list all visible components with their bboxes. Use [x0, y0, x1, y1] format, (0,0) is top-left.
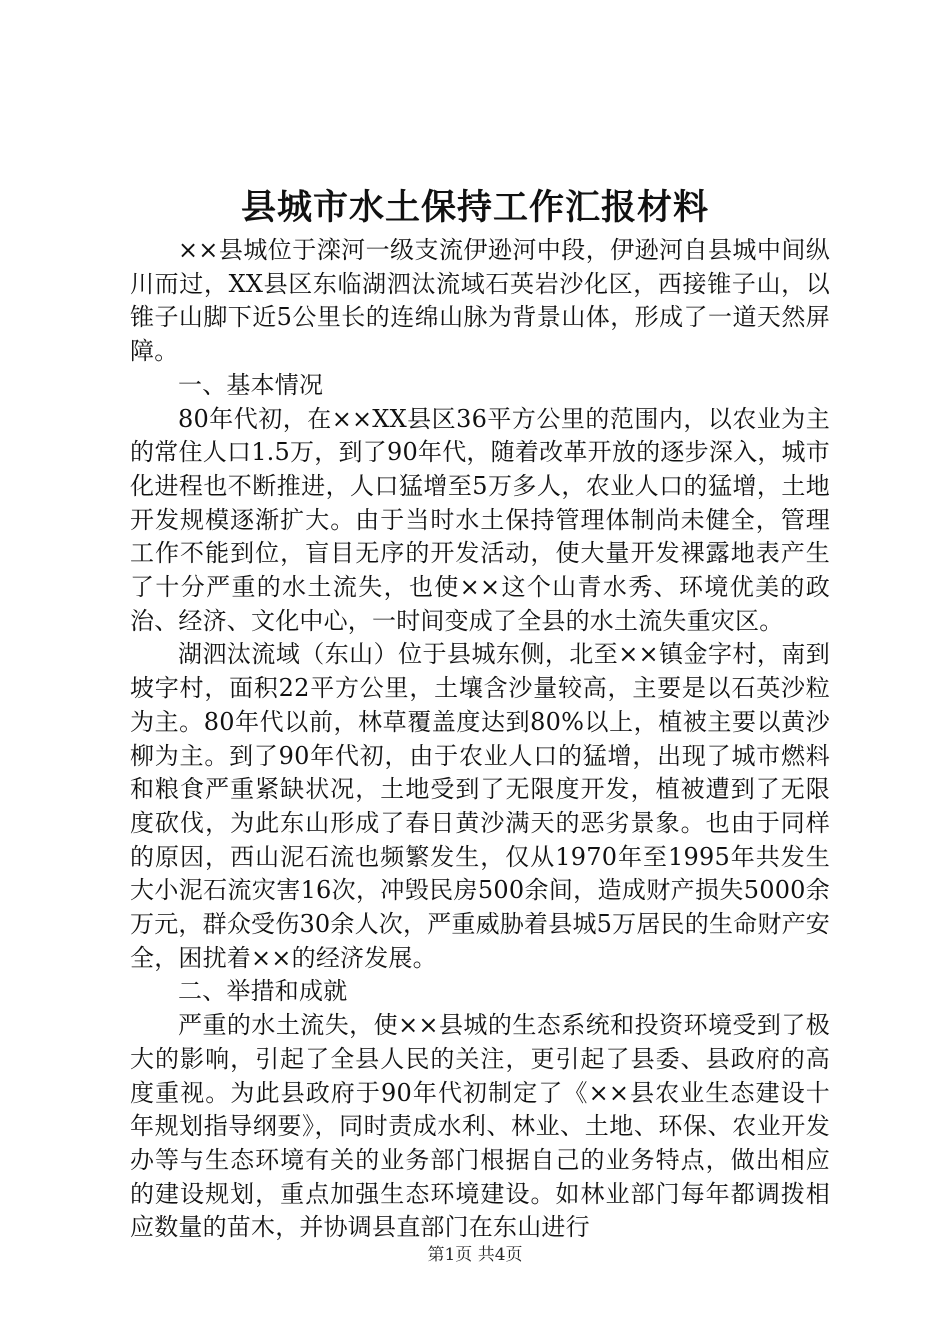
body-paragraph: 湖泗汰流域（东山）位于县城东侧，北至××镇金字村，南到坡字村，面积22平方公里，土壤含沙量较高，主要是以石英沙粒为主。80年代以前，林草覆盖度达到80%以上，植被主要以黄沙柳为主。到了90年代初，由于农业人口的猛增，出现了城市燃料和粮食严重紧缺状况，土地受到了无限度开发，植被遭到了无限度砍伐，为此东山形成了春日黄沙满天的恶劣景象。也由于同样的原因，西山泥石流也频繁发生，仅从1970年至1995年共发生大小泥石流灾害16次，冲毁民房500余间，造成财产损失5000余万元，群众受伤30余人次，严重威胁着县城5万居民的生命财产安全，困扰着××的经济发展。 — [130, 640, 830, 972]
body-paragraph: 80年代初，在××XX县区36平方公里的范围内，以农业为主的常住人口1.5万，到了90年代，随着改革开放的逐步深入，城市化进程也不断推进，人口猛增至5万多人，农业人口的猛增，土地开发规模逐渐扩大。由于当时水土保持管理体制尚未健全，管理工作不能到位，盲目无序的开发活动，使大量开发裸露地表产生了十分严重的水土流失，也使××这个山青水秀、环境优美的政治、经济、文化中心，一时间变成了全县的水土流失重灾区。 — [130, 404, 830, 635]
document-title: 县城市水土保持工作汇报材料 — [240, 187, 709, 228]
section-heading-basic-situation: 一、基本情况 — [178, 370, 324, 399]
section-heading-measures-achievements: 二、举措和成就 — [178, 977, 348, 1006]
document-body — [130, 234, 830, 1245]
body-paragraph: 严重的水土流失，使××县城的生态系统和投资环境受到了极大的影响，引起了全县人民的关注，更引起了县委、县政府的高度重视。为此县政府于90年代初制定了《××县农业生态建设十年规划指导纲要》，同时责成水利、林业、土地、环保、农业开发办等与生态环境有关的业务部门根据自己的业务特点，做出相应的建设规划，重点加强生态环境建设。如林业部门每年都调拨相应数量的苗木，并协调县直部门在东山进行 — [130, 1011, 830, 1242]
page-number-footer: 第1页 共4页 — [427, 1245, 523, 1265]
intro-paragraph: ××县城位于滦河一级支流伊逊河中段，伊逊河自县城中间纵川而过，XX县区东临湖泗汰流域石英岩沙化区，西接锥子山，以锥子山脚下近5公里长的连绵山脉为背景山体，形成了一道天然屏障。 — [130, 236, 830, 366]
